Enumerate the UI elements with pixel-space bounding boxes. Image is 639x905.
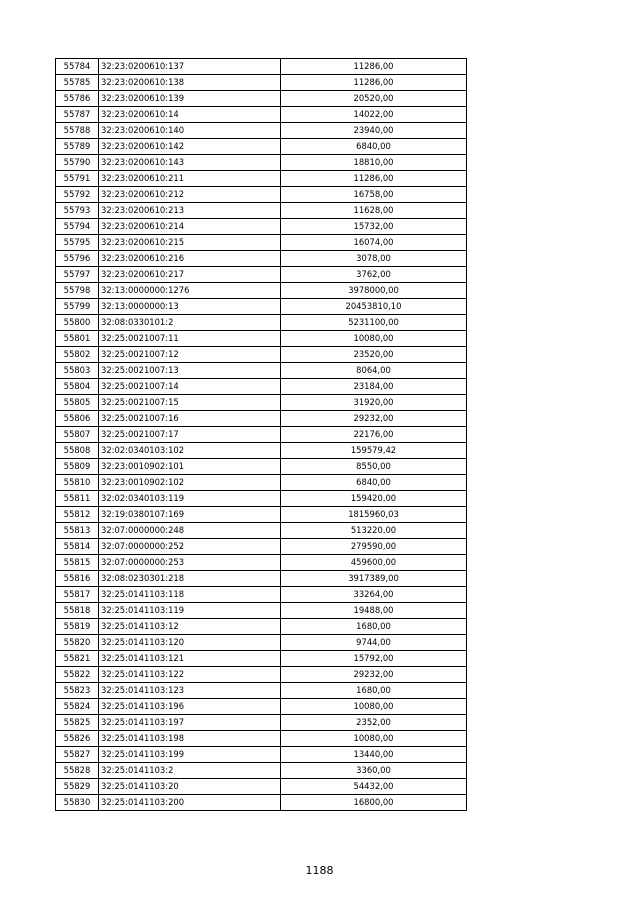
cadastral-number-cell: 32:23:0200610:215 — [99, 235, 281, 251]
row-number-cell: 55800 — [56, 315, 99, 331]
table-row — [56, 139, 467, 155]
cadastral-number-cell: 32:23:0200610:14 — [99, 107, 281, 123]
row-number-cell: 55807 — [56, 427, 99, 443]
table-row — [56, 603, 467, 619]
row-number-cell: 55815 — [56, 555, 99, 571]
cadastral-number-cell: 32:25:0141103:200 — [99, 795, 281, 811]
row-number-cell: 55811 — [56, 491, 99, 507]
table-row — [56, 715, 467, 731]
cadastral-number-cell: 32:07:0000000:248 — [99, 523, 281, 539]
row-number-cell: 55796 — [56, 251, 99, 267]
row-number-cell: 55789 — [56, 139, 99, 155]
cadastral-number-cell: 32:25:0141103:119 — [99, 603, 281, 619]
row-number-cell: 55804 — [56, 379, 99, 395]
value-cell: 11628,00 — [281, 203, 467, 219]
cadastral-number-cell: 32:13:0000000:1276 — [99, 283, 281, 299]
cadastral-number-cell: 32:07:0000000:252 — [99, 539, 281, 555]
value-cell: 10080,00 — [281, 731, 467, 747]
table-row — [56, 779, 467, 795]
value-cell: 54432,00 — [281, 779, 467, 795]
value-cell: 16758,00 — [281, 187, 467, 203]
cadastral-number-cell: 32:25:0021007:11 — [99, 331, 281, 347]
row-number-cell: 55809 — [56, 459, 99, 475]
table-row — [56, 75, 467, 91]
row-number-cell: 55829 — [56, 779, 99, 795]
value-cell: 19488,00 — [281, 603, 467, 619]
value-cell: 20520,00 — [281, 91, 467, 107]
table-row — [56, 123, 467, 139]
value-cell: 10080,00 — [281, 699, 467, 715]
row-number-cell: 55799 — [56, 299, 99, 315]
table-row — [56, 523, 467, 539]
row-number-cell: 55826 — [56, 731, 99, 747]
row-number-cell: 55787 — [56, 107, 99, 123]
cadastral-number-cell: 32:02:0340103:102 — [99, 443, 281, 459]
table-row — [56, 331, 467, 347]
row-number-cell: 55788 — [56, 123, 99, 139]
cadastral-number-cell: 32:23:0200610:142 — [99, 139, 281, 155]
cadastral-number-cell: 32:25:0021007:12 — [99, 347, 281, 363]
row-number-cell: 55830 — [56, 795, 99, 811]
table-row — [56, 347, 467, 363]
row-number-cell: 55810 — [56, 475, 99, 491]
table-row — [56, 619, 467, 635]
value-cell: 5231100,00 — [281, 315, 467, 331]
row-number-cell: 55790 — [56, 155, 99, 171]
value-cell: 8550,00 — [281, 459, 467, 475]
value-cell: 15792,00 — [281, 651, 467, 667]
cadastral-number-cell: 32:23:0200610:140 — [99, 123, 281, 139]
table-row — [56, 283, 467, 299]
table-row — [56, 267, 467, 283]
cadastral-number-cell: 32:23:0200610:137 — [99, 59, 281, 75]
value-cell: 29232,00 — [281, 667, 467, 683]
value-cell: 2352,00 — [281, 715, 467, 731]
table-row — [56, 763, 467, 779]
value-cell: 159579,42 — [281, 443, 467, 459]
cadastral-number-cell: 32:23:0200610:138 — [99, 75, 281, 91]
value-cell: 3360,00 — [281, 763, 467, 779]
page-number: 1188 — [305, 864, 334, 877]
table-row — [56, 587, 467, 603]
value-cell: 459600,00 — [281, 555, 467, 571]
row-number-cell: 55825 — [56, 715, 99, 731]
value-cell: 22176,00 — [281, 427, 467, 443]
value-cell: 11286,00 — [281, 171, 467, 187]
table-row — [56, 475, 467, 491]
row-number-cell: 55791 — [56, 171, 99, 187]
value-cell: 3078,00 — [281, 251, 467, 267]
value-cell: 23184,00 — [281, 379, 467, 395]
table-body — [56, 59, 467, 811]
cadastral-number-cell: 32:23:0200610:213 — [99, 203, 281, 219]
row-number-cell: 55828 — [56, 763, 99, 779]
value-cell: 279590,00 — [281, 539, 467, 555]
table-row — [56, 491, 467, 507]
table-row — [56, 747, 467, 763]
cadastral-number-cell: 32:25:0141103:121 — [99, 651, 281, 667]
row-number-cell: 55798 — [56, 283, 99, 299]
table-row — [56, 683, 467, 699]
row-number-cell: 55803 — [56, 363, 99, 379]
cadastral-number-cell: 32:08:0230301:218 — [99, 571, 281, 587]
cadastral-number-cell: 32:23:0200610:216 — [99, 251, 281, 267]
table-row — [56, 219, 467, 235]
row-number-cell: 55819 — [56, 619, 99, 635]
cadastral-number-cell: 32:25:0021007:15 — [99, 395, 281, 411]
row-number-cell: 55792 — [56, 187, 99, 203]
table-row — [56, 699, 467, 715]
cadastral-number-cell: 32:25:0021007:16 — [99, 411, 281, 427]
value-cell: 9744,00 — [281, 635, 467, 651]
row-number-cell: 55801 — [56, 331, 99, 347]
value-cell: 159420,00 — [281, 491, 467, 507]
cadastral-number-cell: 32:23:0200610:212 — [99, 187, 281, 203]
table-row — [56, 795, 467, 811]
row-number-cell: 55816 — [56, 571, 99, 587]
row-number-cell: 55821 — [56, 651, 99, 667]
table-row — [56, 411, 467, 427]
table-row — [56, 299, 467, 315]
table-row — [56, 667, 467, 683]
value-cell: 16800,00 — [281, 795, 467, 811]
cadastral-number-cell: 32:25:0021007:13 — [99, 363, 281, 379]
value-cell: 1680,00 — [281, 683, 467, 699]
value-cell: 13440,00 — [281, 747, 467, 763]
row-number-cell: 55805 — [56, 395, 99, 411]
row-number-cell: 55820 — [56, 635, 99, 651]
table-row — [56, 315, 467, 331]
table-row — [56, 171, 467, 187]
cadastral-number-cell: 32:23:0200610:217 — [99, 267, 281, 283]
value-cell: 14022,00 — [281, 107, 467, 123]
table-row — [56, 555, 467, 571]
row-number-cell: 55813 — [56, 523, 99, 539]
value-cell: 33264,00 — [281, 587, 467, 603]
table-row — [56, 651, 467, 667]
table-row — [56, 635, 467, 651]
row-number-cell: 55827 — [56, 747, 99, 763]
cadastral-number-cell: 32:25:0141103:12 — [99, 619, 281, 635]
value-cell: 513220,00 — [281, 523, 467, 539]
value-cell: 3978000,00 — [281, 283, 467, 299]
value-cell: 10080,00 — [281, 331, 467, 347]
table-row — [56, 459, 467, 475]
table-row — [56, 155, 467, 171]
value-cell: 11286,00 — [281, 75, 467, 91]
cadastral-number-cell: 32:25:0141103:198 — [99, 731, 281, 747]
row-number-cell: 55794 — [56, 219, 99, 235]
data-table — [55, 58, 467, 811]
table-row — [56, 363, 467, 379]
cadastral-number-cell: 32:23:0200610:214 — [99, 219, 281, 235]
value-cell: 18810,00 — [281, 155, 467, 171]
cadastral-number-cell: 32:23:0200610:139 — [99, 91, 281, 107]
cadastral-number-cell: 32:25:0141103:123 — [99, 683, 281, 699]
cadastral-number-cell: 32:08:0330101:2 — [99, 315, 281, 331]
value-cell: 23940,00 — [281, 123, 467, 139]
cadastral-number-cell: 32:19:0380107:169 — [99, 507, 281, 523]
cadastral-number-cell: 32:25:0021007:17 — [99, 427, 281, 443]
row-number-cell: 55784 — [56, 59, 99, 75]
cadastral-number-cell: 32:25:0141103:122 — [99, 667, 281, 683]
cadastral-number-cell: 32:25:0141103:2 — [99, 763, 281, 779]
table-row — [56, 539, 467, 555]
value-cell: 31920,00 — [281, 395, 467, 411]
row-number-cell: 55797 — [56, 267, 99, 283]
value-cell: 3762,00 — [281, 267, 467, 283]
row-number-cell: 55823 — [56, 683, 99, 699]
value-cell: 6840,00 — [281, 139, 467, 155]
cadastral-number-cell: 32:13:0000000:13 — [99, 299, 281, 315]
table-row — [56, 187, 467, 203]
row-number-cell: 55818 — [56, 603, 99, 619]
row-number-cell: 55817 — [56, 587, 99, 603]
cadastral-number-cell: 32:25:0021007:14 — [99, 379, 281, 395]
table-row — [56, 507, 467, 523]
cadastral-number-cell: 32:02:0340103:119 — [99, 491, 281, 507]
cadastral-number-cell: 32:23:0010902:101 — [99, 459, 281, 475]
cadastral-number-cell: 32:23:0200610:211 — [99, 171, 281, 187]
row-number-cell: 55806 — [56, 411, 99, 427]
cadastral-number-cell: 32:25:0141103:120 — [99, 635, 281, 651]
cadastral-number-cell: 32:25:0141103:20 — [99, 779, 281, 795]
table-row — [56, 235, 467, 251]
value-cell: 11286,00 — [281, 59, 467, 75]
value-cell: 16074,00 — [281, 235, 467, 251]
table-row — [56, 379, 467, 395]
table-row — [56, 395, 467, 411]
cadastral-number-cell: 32:25:0141103:199 — [99, 747, 281, 763]
value-cell: 15732,00 — [281, 219, 467, 235]
table-row — [56, 251, 467, 267]
table-row — [56, 91, 467, 107]
table-row — [56, 427, 467, 443]
cadastral-number-cell: 32:25:0141103:196 — [99, 699, 281, 715]
row-number-cell: 55786 — [56, 91, 99, 107]
row-number-cell: 55812 — [56, 507, 99, 523]
row-number-cell: 55824 — [56, 699, 99, 715]
value-cell: 1815960,03 — [281, 507, 467, 523]
value-cell: 1680,00 — [281, 619, 467, 635]
value-cell: 20453810,10 — [281, 299, 467, 315]
value-cell: 29232,00 — [281, 411, 467, 427]
table-row — [56, 203, 467, 219]
cadastral-number-cell: 32:23:0010902:102 — [99, 475, 281, 491]
value-cell: 8064,00 — [281, 363, 467, 379]
cadastral-number-cell: 32:25:0141103:118 — [99, 587, 281, 603]
row-number-cell: 55793 — [56, 203, 99, 219]
row-number-cell: 55822 — [56, 667, 99, 683]
row-number-cell: 55795 — [56, 235, 99, 251]
value-cell: 6840,00 — [281, 475, 467, 491]
row-number-cell: 55802 — [56, 347, 99, 363]
row-number-cell: 55785 — [56, 75, 99, 91]
table-row — [56, 571, 467, 587]
table-row — [56, 107, 467, 123]
value-cell: 3917389,00 — [281, 571, 467, 587]
cadastral-number-cell: 32:25:0141103:197 — [99, 715, 281, 731]
cadastral-number-cell: 32:07:0000000:253 — [99, 555, 281, 571]
table-row — [56, 731, 467, 747]
value-cell: 23520,00 — [281, 347, 467, 363]
table-row — [56, 443, 467, 459]
table-row — [56, 59, 467, 75]
row-number-cell: 55808 — [56, 443, 99, 459]
row-number-cell: 55814 — [56, 539, 99, 555]
cadastral-number-cell: 32:23:0200610:143 — [99, 155, 281, 171]
